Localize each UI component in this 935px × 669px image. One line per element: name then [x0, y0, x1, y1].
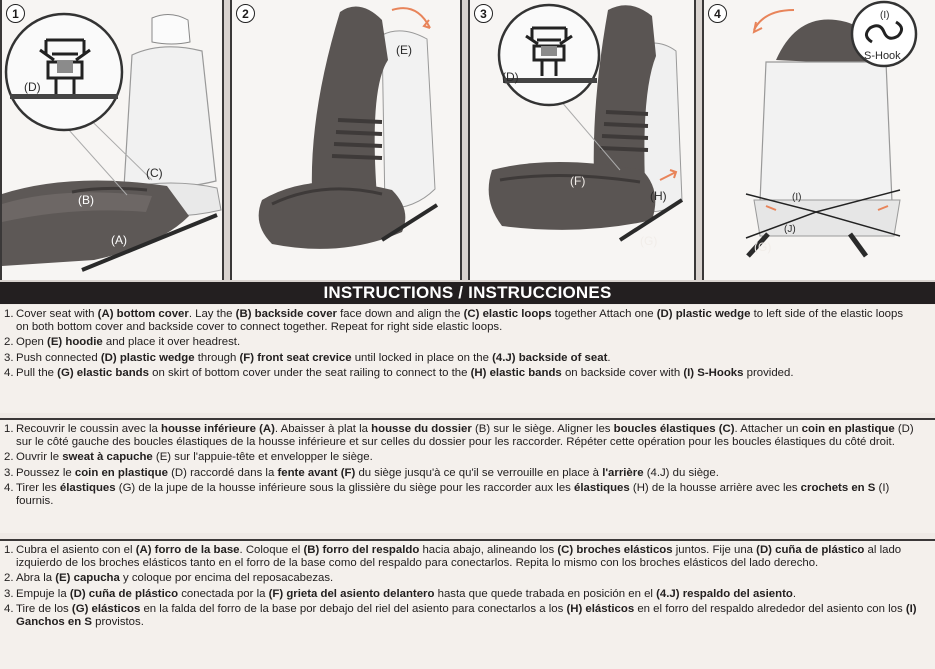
emphasized-term: élastiques: [59, 482, 116, 495]
emphasized-term: (D) plastic wedge: [100, 351, 195, 364]
spanish-step-1: [4, 544, 917, 569]
step-text: y coloque por encima del reposacabezas.: [119, 572, 334, 585]
step-text: al lado izquierdo de los broches elásticos tanto en el forro de la base como del respaldo para conectarlos. Repita lo mismo con los broches elásticos del lado derecho.: [16, 544, 902, 569]
step-text: to left side of the elastic loops on both bottom cover and backside cover to connect together. Repeat for right side elastic loops.: [16, 308, 904, 333]
step-number-2: 2: [236, 4, 255, 23]
step-text: face down and align the: [336, 308, 464, 320]
step-text: conectada por la: [178, 587, 269, 600]
step-number: 4.: [4, 482, 14, 495]
step-text: Empuje la: [16, 587, 70, 600]
label-i-mid: (I): [792, 192, 802, 203]
step-text: Abra la: [16, 572, 56, 585]
label-d: (D): [24, 80, 41, 94]
step-text: hacia abajo, alineando los: [419, 544, 558, 556]
step-4-illustration: [704, 0, 935, 280]
step-text: Tire de los: [16, 603, 72, 616]
emphasized-term: (B) forro del respaldo: [303, 544, 420, 556]
emphasized-term: housse du dossier: [371, 423, 472, 435]
english-step-1: [4, 308, 917, 333]
step-text: . Attacher un: [734, 423, 802, 435]
emphasized-term: (F) grieta del asiento delantero: [268, 587, 435, 600]
step-number: 3.: [4, 587, 14, 600]
french-step-3: [4, 467, 917, 480]
step-text: du siège jusqu'à ce qu'il se verrouille en place à: [355, 466, 603, 479]
emphasized-term: (4.J) backside of seat: [492, 351, 608, 364]
step-text: juntos. Fije una: [672, 544, 757, 556]
spanish-step-2: [4, 572, 917, 585]
step-text: together Attach one: [551, 308, 657, 320]
emphasized-term: coin en plastique: [74, 466, 168, 479]
step-number: 2.: [4, 572, 14, 585]
step-text: Recouvrir le coussin avec la: [16, 423, 161, 435]
step-text: (E) sur l'appuie-tête et envelopper le siège.: [152, 451, 373, 464]
step-text: (4.J) du siège.: [643, 466, 719, 479]
step-number: 4.: [4, 367, 14, 380]
step-number: 3.: [4, 466, 14, 479]
step-text: Cubra el asiento con el: [16, 544, 136, 556]
step-text: Poussez le: [16, 466, 75, 479]
step-text: Tirer les: [16, 482, 60, 495]
step-number-4: 4: [708, 4, 727, 23]
spanish-step-4: [4, 603, 917, 628]
step-text: and place it over headrest.: [102, 336, 241, 349]
english-instructions: [0, 305, 935, 413]
emphasized-term: (I) Ganchos en S: [16, 603, 917, 628]
step-number: 1.: [4, 544, 14, 556]
label-j: (J): [784, 224, 796, 235]
emphasized-term: (E) capucha: [55, 572, 120, 585]
step-4-panel: [702, 0, 935, 280]
emphasized-term: l'arrière: [602, 466, 644, 479]
step-text: (I) fournis.: [16, 482, 890, 507]
step-text: through: [194, 351, 240, 364]
step-text: en la falda del forro de la base por debajo del riel del asiento para conectarlos a los: [140, 603, 567, 616]
label-g: (G): [754, 240, 772, 254]
label-h: (H): [650, 189, 667, 203]
emphasized-term: (H) elásticos: [566, 603, 635, 616]
emphasized-term: (G) elásticos: [71, 603, 141, 616]
step-text: on skirt of bottom cover under the seat railing to connect to the: [148, 367, 471, 380]
english-step-3: [4, 352, 917, 365]
emphasized-term: (G) elastic bands: [57, 367, 149, 380]
label-e: (E): [396, 43, 412, 57]
step-text: (D) sur le côté gauche des boucles élastiques de la housse inférieure et sur celles du dossier pour les raccorder. Répéter cette opération pour les boucles élastiques du côté droit.: [16, 423, 914, 448]
emphasized-term: (A) forro de la base: [135, 544, 240, 556]
step-text: on backside cover with: [561, 367, 684, 380]
emphasized-term: (F) front seat crevice: [239, 351, 352, 364]
step-text: provistos.: [91, 615, 144, 628]
label-g: (G): [640, 234, 658, 248]
step-2-illustration: [232, 0, 462, 280]
label-b: (B): [78, 193, 94, 207]
emphasized-term: housse inférieure (A): [160, 423, 275, 435]
french-instructions: [0, 418, 935, 533]
step-text: (H) de la housse arrière avec les: [629, 482, 801, 495]
emphasized-term: (D) plastic wedge: [656, 308, 751, 320]
emphasized-term: (D) cuña de plástico: [756, 544, 865, 556]
step-text: hasta que quede trabada en posición en el: [434, 587, 657, 600]
step-number: 1.: [4, 308, 14, 320]
emphasized-term: (C) broches elásticos: [557, 544, 673, 556]
step-number: 2.: [4, 451, 14, 464]
label-f: (F): [570, 174, 586, 188]
emphasized-term: crochets en S: [800, 482, 876, 495]
emphasized-term: coin en plastique: [801, 423, 895, 435]
french-step-2: [4, 451, 917, 464]
step-text: Open: [16, 336, 48, 349]
emphasized-term: fente avant (F): [277, 466, 356, 479]
english-step-2: [4, 336, 917, 349]
label-a: (A): [111, 233, 127, 247]
french-step-4: [4, 482, 917, 507]
step-text: (B) sur le siège. Aligner les: [471, 423, 614, 435]
emphasized-term: (H) elastic bands: [470, 367, 562, 380]
emphasized-term: (4.J) respaldo del asiento: [656, 587, 793, 600]
step-3-panel: [468, 0, 696, 280]
step-text: Pull the: [16, 367, 58, 380]
step-text: Push connected: [16, 351, 101, 364]
emphasized-term: (A) bottom cover: [97, 308, 189, 320]
step-text: provided.: [743, 367, 794, 380]
step-text: .: [792, 587, 797, 600]
emphasized-term: boucles élastiques (C): [613, 423, 735, 435]
step-text: Cover seat with: [16, 308, 98, 320]
emphasized-term: (D) cuña de plástico: [69, 587, 179, 600]
emphasized-term: (B) backside cover: [235, 308, 337, 320]
label-c: (C): [146, 166, 163, 180]
step-1-panel: [0, 0, 224, 280]
emphasized-term: sweat à capuche: [62, 451, 153, 464]
s-hook-label: S-Hook: [864, 50, 901, 62]
step-text: until locked in place on the: [351, 351, 493, 364]
emphasized-term: (I) S-Hooks: [683, 367, 744, 380]
step-2-panel: [230, 0, 462, 280]
step-text: . Abaisser à plat la: [274, 423, 372, 435]
english-step-4: [4, 367, 917, 380]
label-i-top: (I): [880, 10, 890, 21]
step-number: 4.: [4, 603, 14, 616]
step-text: (D) raccordé dans la: [167, 466, 278, 479]
step-number: 1.: [4, 423, 14, 435]
step-number-1: 1: [6, 4, 25, 23]
emphasized-term: élastiques: [574, 482, 630, 495]
label-d: (D): [502, 70, 519, 84]
spanish-step-3: [4, 588, 917, 601]
spanish-instructions: [0, 539, 935, 669]
step-3-illustration: [470, 0, 696, 280]
french-step-1: [4, 423, 917, 448]
step-text: (G) de la jupe de la housse inférieure sous la glissière du siège pour les raccorder aux les: [115, 482, 575, 495]
emphasized-term: (C) elastic loops: [463, 308, 552, 320]
instructions-header: INSTRUCTIONS / INSTRUCCIONES: [0, 282, 935, 304]
step-text: Ouvrir le: [16, 451, 63, 464]
step-number: 3.: [4, 351, 14, 364]
step-text: en el forro del respaldo alrededor del asiento con los: [634, 603, 906, 616]
step-text: .: [607, 351, 611, 364]
step-number: 2.: [4, 336, 14, 349]
emphasized-term: (E) hoodie: [47, 336, 103, 349]
step-number-3: 3: [474, 4, 493, 23]
step-text: . Lay the: [188, 308, 236, 320]
step-text: . Coloque el: [239, 544, 304, 556]
